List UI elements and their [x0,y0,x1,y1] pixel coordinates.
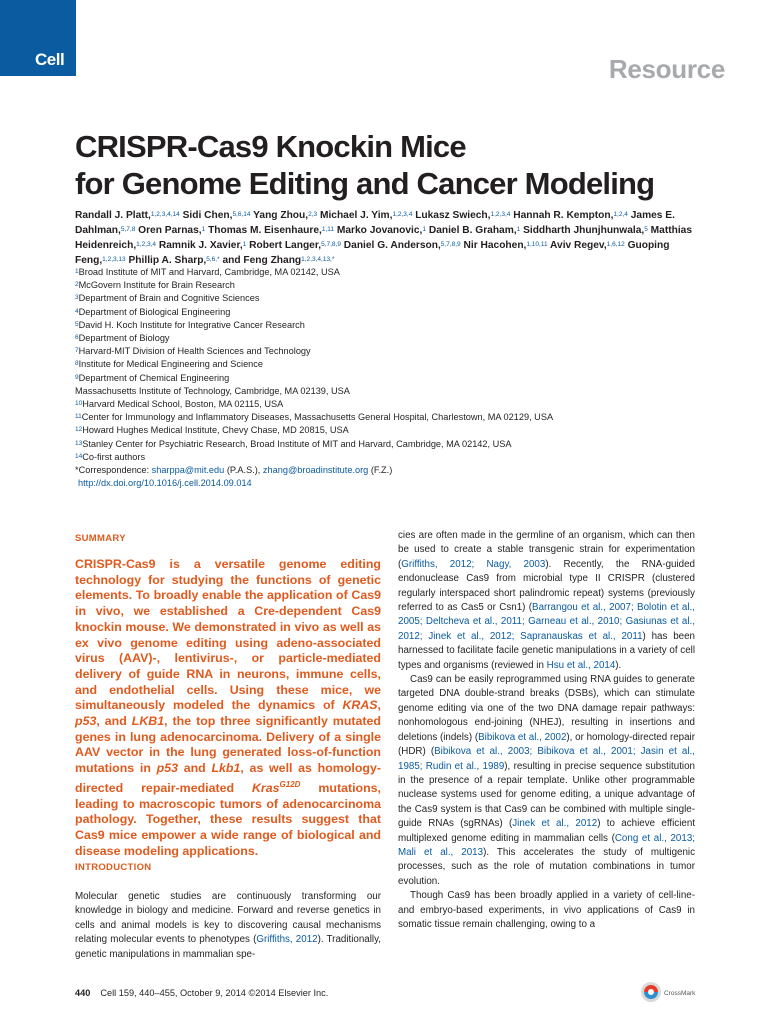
author-name: Ramnik J. Xavier, [158,240,243,251]
affiliation-marker: 14 [75,452,83,460]
affiliation-marker: 8 [75,360,79,368]
affiliation-marker: 12 [75,426,83,434]
text-run: mutations, leading to macroscopic tumors of adenocarcinoma pathology. Together, these results suggest that Cas9 mice empower a wide range of biological and disease modeling applications. [75,780,382,858]
introduction-heading: INTRODUCTION [75,862,152,873]
superscript-text: G12D [279,779,301,789]
correspondence-note-1: (P.A.S.), [224,465,263,476]
affiliation-text: Broad Institute of MIT and Harvard, Cambridge, MA 02142, USA [78,267,340,277]
affiliation-line [75,279,735,292]
text-run: cies are often made in the germline of an organism, which can then be used to create a stable transgenic strain for experimentation ( [398,530,695,570]
body-paragraph [398,889,695,932]
author-affiliation-marker: 1,2,3,4 [490,211,511,218]
author-affiliation-marker: 5,6,14 [232,211,251,218]
author-affiliation-marker: 1 [422,226,426,233]
author-affiliation-marker: 1,10,11 [526,241,548,248]
affiliation-text: Howard Hughes Medical Institute, Chevy Chase, MD 20815, USA [82,425,349,436]
text-run: ) has been harnessed to facilitate facile genetic manipulations in a variety of cell types and organisms (reviewed in [398,630,695,671]
author-affiliation-marker: 1 [201,226,206,233]
page-number: 440 [75,988,91,998]
text-run: , and [96,714,132,729]
title-line-1: CRISPR-Cas9 Knockin Mice [75,129,466,164]
correspondence-note-2: (F.Z.) [368,465,393,476]
author-affiliation-marker: 1 [242,241,247,248]
author-affiliation-marker: 1,11 [321,226,335,233]
text-run: ). Recently, the RNA-guided endonuclease Cas9 from microbial type II CRISPR (clustered regularly interspaced short palindromic repeat) systems (previously referred to as Cas5 or Csn1) ( [398,558,695,614]
author-name: Phillip A. Sharp, [128,255,207,266]
author-name: Marko Jovanovic, [336,225,423,236]
introduction-text [75,890,381,962]
affiliation-marker: 10 [75,400,83,408]
citation-link[interactable]: Jinek et al., 2012 [512,818,598,830]
author-name: Sidi Chen, [182,210,233,221]
journal-citation: Cell 159, 440–455, October 9, 2014 ©2014 Elsevier Inc. [100,988,329,998]
citation-link[interactable]: Bibikova et al., 2002 [478,731,567,743]
author-name: Daniel B. Graham, [428,225,517,236]
cell-logo-text: Cell [35,50,65,69]
affiliation-text: McGovern Institute for Brain Research [78,280,235,291]
affiliation-marker: 11 [75,413,82,421]
affiliation-text: Department of Biology [78,333,170,344]
affiliation-line [75,292,735,305]
text-run: ). Traditionally, genetic manipulations in mammalian spe- [75,934,382,960]
citation-link[interactable]: Barrangou et al., 2007; Bolotin et al., 2005; Deltcheva et al., 2011; Garneau et al., 2010; Gasiunas et al., 2012; Jinek et al., 2012; Sapranauskas et al., 2011 [398,602,695,642]
author-affiliation-marker: 1,2,3,13 [102,256,126,263]
affiliation-marker: 4 [75,307,79,315]
author-affiliation-marker: 1,2,3,4,13,* [301,256,335,263]
author-name: Yang Zhou, [253,210,309,221]
title-line-2: for Genome Editing and Cancer Modeling [75,166,655,201]
citation-link[interactable]: Cong et al., 2013; Mali et al., 2013 [398,832,695,858]
doi-link[interactable]: http://dx.doi.org/10.1016/j.cell.2014.09.014 [78,478,252,489]
citation-link[interactable]: Bibikova et al., 2003; Bibikova et al., 2001; Jasin et al., 1985; Rudin et al., 1989 [398,746,696,772]
affiliations [75,266,735,490]
affiliation-marker: 5 [75,320,79,328]
body-paragraph [398,673,695,889]
affiliation-line [75,424,735,437]
affiliation-text: Stanley Center for Psychiatric Research, Broad Institute of MIT and Harvard, Cambridge, MA 02142, USA [82,438,512,449]
summary-heading: SUMMARY [75,533,126,544]
italic-text: KRAS [342,698,378,713]
correspondence [75,464,735,477]
affiliation-text: Massachusetts Institute of Technology, Cambridge, MA 02139, USA [75,385,350,396]
text-run: , [377,698,381,713]
body-paragraph [398,529,695,673]
author-name: Siddharth Jhunjhunwala, [523,225,645,236]
italic-text: LKB1 [131,714,165,729]
email-link-sharp[interactable]: sharppa@mit.edu [151,465,225,476]
right-column-text [398,529,695,932]
affiliation-text: Harvard-MIT Division of Health Sciences and Technology [78,346,311,357]
affiliation-marker: 13 [75,439,83,447]
crossmark-center [648,989,654,995]
author-name: Michael J. Yim, [319,210,393,221]
affiliation-marker: 3 [75,294,79,302]
author-affiliation-marker: 1,2,3,4 [136,241,157,248]
affiliation-line [75,372,735,385]
affiliation-line [75,438,735,451]
author-name: Nir Hacohen, [463,240,527,251]
page-footer [75,988,328,998]
crossmark-badge[interactable] [640,980,700,1004]
italic-text: Kras [251,780,280,795]
text-run: and [178,761,212,776]
affiliation-line [75,398,735,411]
italic-text: Lkb1 [211,761,241,776]
affiliation-text: David H. Koch Institute for Integrative Cancer Research [78,319,305,330]
text-run: Molecular genetic studies are continuously transforming our knowledge in biology and medicine. Forward and reverse genetics in cells and animal models is key to discovering causal mechanisms relating molecular events to phenotypes ( [75,891,381,946]
author-list [75,208,715,268]
author-affiliation-marker: 2,3 [308,211,318,218]
author-name: and Feng Zhang [222,255,302,266]
text-run: , as well as homology-directed repair-mediated [75,761,381,795]
affiliation-text: Department of Chemical Engineering [78,372,230,383]
text-run: Cas9 can be easily reprogrammed using RNA guides to generate targeted DNA double-strand breaks (DSBs), which can stimulate genome editing via one of the two DNA damage repair pathways: nonhomologous end-joining (NHEJ), resulting in insertions and deletions (indels) ( [398,674,695,743]
affiliation-line [75,306,735,319]
author-affiliation-marker: 5,7,8 [120,226,136,233]
author-name: Robert Langer, [249,240,322,251]
text-run: , the top three significantly mutated genes in lung adenocarcinoma. Delivery of a single AAV vector in the lung generated loss-of-function mutations in [75,714,381,776]
correspondence-prefix: *Correspondence: [75,465,152,476]
article-title [75,128,715,202]
affiliation-line [75,266,735,279]
affiliation-marker: 9 [75,373,79,381]
author-name: Hannah R. Kempton, [513,210,614,221]
author-affiliation-marker: 1 [516,226,521,233]
author-name: Guoping Feng, [75,240,670,266]
email-link-zhang[interactable]: zhang@broadinstitute.org [262,465,369,476]
author-affiliation-marker: 5,6,* [206,256,220,263]
text-run: ), or homology-directed repair (HDR) ( [398,731,696,758]
author-affiliation-marker: 1,2,4 [613,211,628,218]
author-affiliation-marker: 5,7,8,9 [321,241,341,248]
text-run: ). This accelerates the study of multigenic processes, such as the role of mutation combinations in tumor evolution. [398,846,695,887]
affiliation-line [75,319,735,332]
italic-text: p53 [156,761,178,776]
text-run: ). [615,659,622,671]
affiliation-text: Center for Immunology and Inflammatory Diseases, Massachusetts General Hospital, Charlestown, MA 02129, USA [81,412,554,423]
affiliation-text: Department of Biological Engineering [78,306,231,317]
affiliation-text: Institute for Medical Engineering and Science [78,359,263,370]
author-name: James E. Dahlman, [75,210,675,236]
affiliation-text: Department of Brain and Cognitive Sciences [78,293,260,304]
text-run: ), resulting in precise sequence substitution in the presence of a repair template. Unlike other programmable nuclease systems used for genome editing, a unique advantage of the Cas9 system is that Cas9 can be combined with multiple single-guide RNAs (sgRNAs) ( [398,760,695,830]
crossmark-label: CrossMark [664,990,696,997]
author-affiliation-marker: 5,7,8,9 [440,241,461,248]
author-name: Matthias Heidenreich, [75,225,692,251]
summary-text [75,557,381,859]
affiliation-marker: 1 [75,268,79,275]
affiliation-line [75,385,735,398]
author-affiliation-marker: 1,6,12 [606,241,625,248]
citation-link[interactable]: Hsu et al., 2014 [546,659,616,671]
article-type-label: Resource [608,54,725,84]
author-name: Thomas M. Eisenhaure, [208,225,322,236]
citation-link[interactable]: Griffiths, 2012; Nagy, 2003 [401,558,546,570]
affiliation-line [75,451,735,464]
author-name: Daniel G. Anderson, [343,240,441,251]
author-name: Randall J. Platt, [75,210,151,221]
affiliation-line [75,358,735,371]
author-name: Aviv Regev, [550,240,607,251]
text-run: ) to achieve efficient multiplexed genome editing in mammalian cells ( [398,818,695,844]
affiliation-marker: 6 [75,334,79,342]
affiliation-line [75,411,735,424]
italic-text: p53 [75,714,97,729]
citation-link[interactable]: Griffiths, 2012 [256,934,318,946]
text-run: CRISPR-Cas9 is a versatile genome editing technology for studying the functions of genetic elements. To broadly enable the application of Cas9 in vivo, we established a Cre-dependent Cas9 knockin mouse. We demonstrated in vivo as well as ex vivo genome editing using adeno-associated virus (AAV)-, lentivirus-, or particle-mediated delivery of guide RNA in neurons, immune cells, and endothelial cells. Using these mice, we simultaneously modeled the dynamics of [75,557,381,713]
affiliation-line [75,345,735,358]
affiliation-text: Co-first authors [82,451,146,462]
affiliation-list [75,266,735,464]
author-affiliation-marker: 5 [644,226,648,233]
affiliation-marker: 2 [75,281,79,289]
affiliation-line [75,332,735,345]
author-affiliation-marker: 1,2,3,4 [392,211,413,218]
affiliation-text: Harvard Medical School, Boston, MA 02115, USA [82,399,284,410]
text-run: Though Cas9 has been broadly applied in a variety of cell-line- and embryo-based experiments, in vivo applications of Cas9 in somatic tissue remain challenging, owing to a [398,890,695,930]
affiliation-marker: 7 [75,347,79,355]
author-name: Oren Parnas, [138,225,202,236]
author-name: Lukasz Swiech, [415,210,491,221]
author-affiliation-marker: 1,2,3,4,14 [150,211,180,218]
cell-logo-box [0,0,76,76]
